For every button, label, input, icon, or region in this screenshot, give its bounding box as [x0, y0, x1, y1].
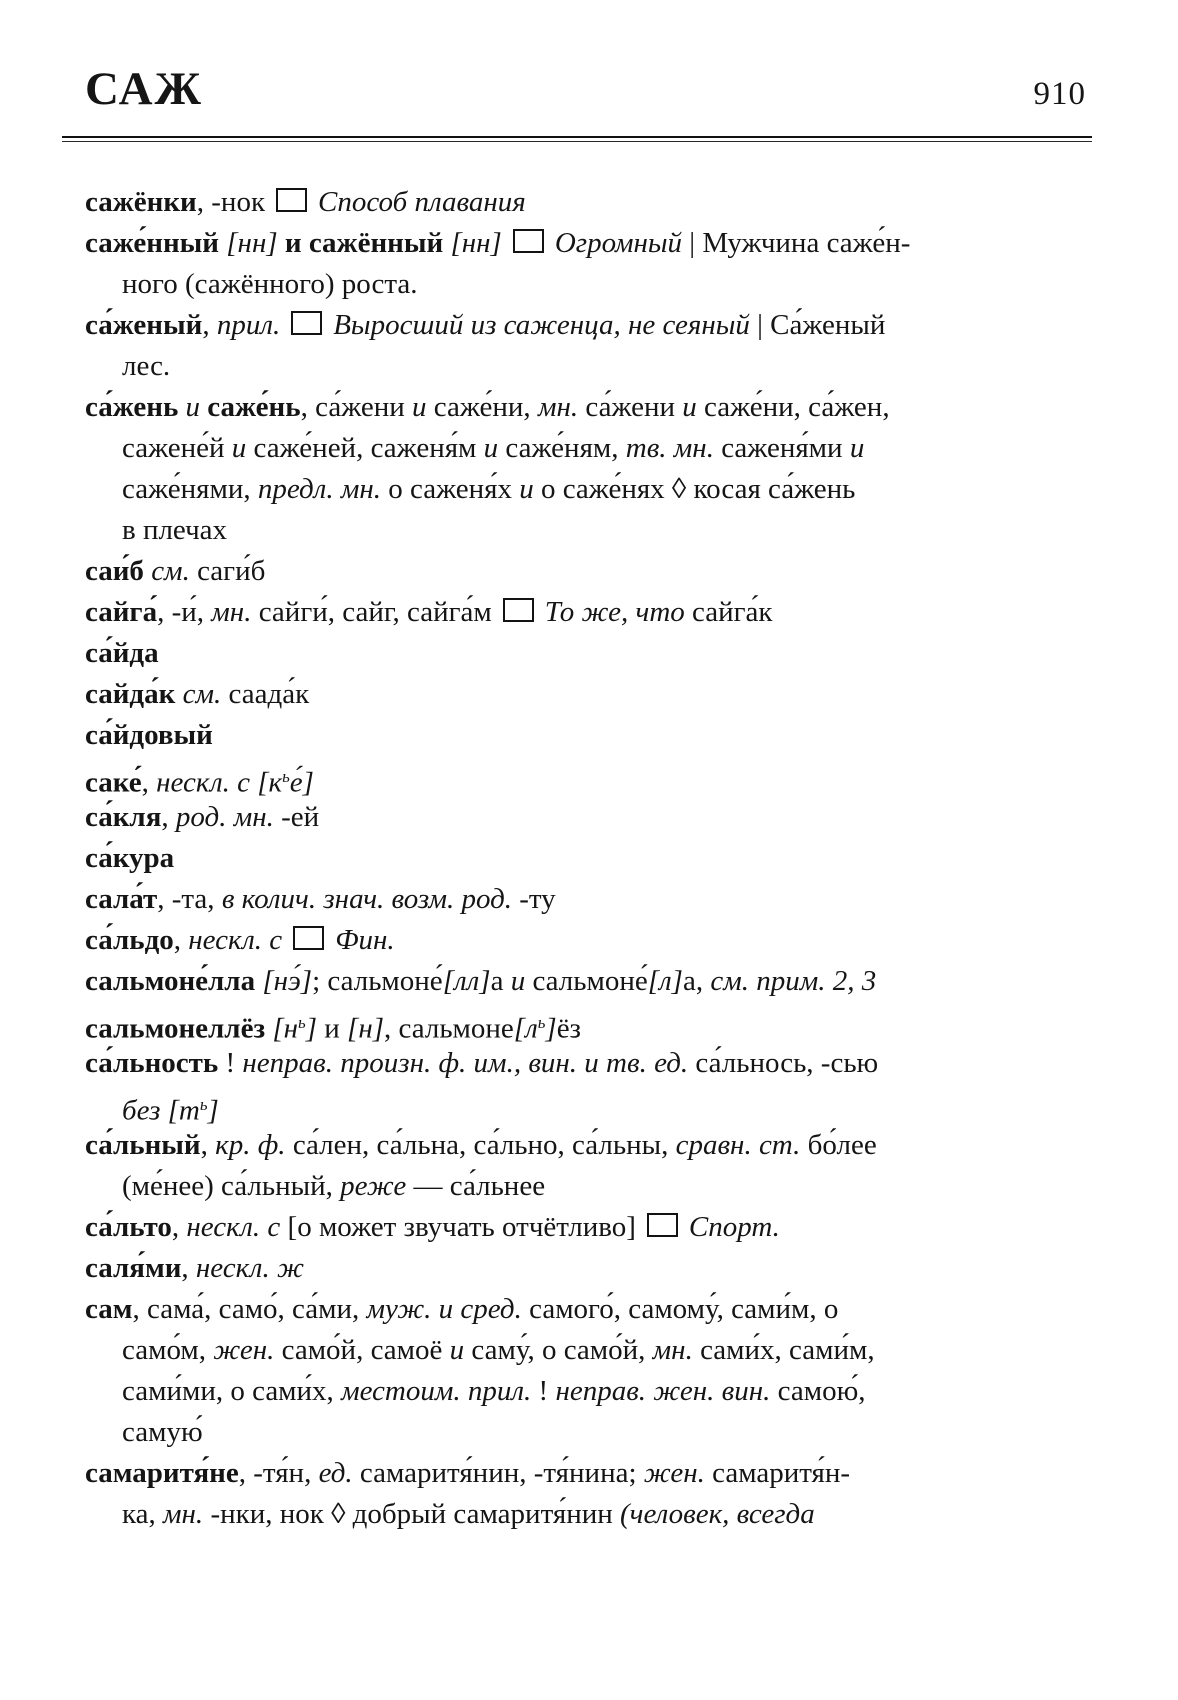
text-run: тв. мн.	[625, 432, 714, 464]
text-run: [нн]	[450, 227, 502, 259]
text-run: Спорт.	[688, 1211, 780, 1243]
text-run: [л	[513, 1012, 538, 1045]
text-run: см.	[151, 555, 190, 587]
entry-line	[85, 879, 1035, 920]
text-run: саада́к	[221, 678, 310, 710]
headword: са́йдовый	[85, 719, 213, 751]
text-run: , -та,	[157, 883, 222, 915]
text-run: мн.	[537, 391, 579, 423]
text-run: саже́ни,	[426, 391, 538, 423]
text-run: -нки, нок ◊ добрый самаритя́нин	[203, 1498, 621, 1530]
headword: са́женый	[85, 309, 203, 341]
text-run: ,	[171, 1211, 187, 1243]
text-run: , -нок	[196, 186, 266, 218]
text-run: Фин.	[335, 924, 395, 956]
text-run: [нн]	[226, 227, 278, 259]
text-run: , сальмоне	[384, 1012, 514, 1045]
dictionary-entry	[85, 551, 1035, 592]
text-run: и	[483, 432, 499, 464]
text-run: и	[231, 432, 247, 464]
text-run: (ме́нее) са́льный,	[122, 1170, 341, 1202]
entry-line	[85, 838, 1035, 879]
definition-square-icon	[291, 311, 322, 335]
entry-line	[85, 387, 1035, 428]
text-run: -ту	[511, 883, 556, 915]
headword: сайга́	[85, 596, 158, 628]
text-run: сальмоне́	[525, 965, 648, 997]
text-run: мн.	[652, 1334, 693, 1366]
text-run: кр. ф.	[215, 1129, 286, 1161]
text-run: ь	[537, 1013, 546, 1032]
text-run: самого́, самому́, сами́м, о	[521, 1293, 839, 1325]
text-run: см. прим. 2, 3	[710, 965, 877, 997]
entry-line	[85, 1084, 1035, 1125]
dictionary-entry	[85, 961, 1035, 1002]
headword: са́жень	[85, 391, 179, 423]
text-run: са́льнось, -сью	[688, 1047, 879, 1079]
text-run: ка,	[122, 1498, 164, 1530]
text-run: ,	[161, 801, 176, 833]
text-run: муж. и сред.	[366, 1293, 522, 1325]
text-run: в плечах	[122, 514, 228, 546]
entry-line	[85, 1248, 1035, 1289]
header-rule	[62, 136, 1092, 142]
entry-line	[85, 1289, 1035, 1330]
entry-line	[85, 756, 1035, 797]
entry-line	[85, 1371, 1035, 1412]
text-run: реже	[340, 1170, 407, 1202]
text-run: неправ. произн. ф. им., вин. и тв. ед.	[242, 1047, 689, 1079]
text-run: ,	[200, 1129, 216, 1161]
entry-line	[85, 1494, 1035, 1535]
text-run: в колич. знач. возм. род.	[221, 883, 512, 915]
entry-line	[85, 715, 1035, 756]
text-run: нескл. с	[156, 766, 251, 799]
entry-line	[85, 1207, 1035, 1248]
text-run: о саженя́х	[380, 473, 520, 505]
guide-word: САЖ	[85, 63, 204, 115]
text-run: | Са́женый	[749, 309, 886, 341]
text-run: [лл]	[442, 965, 491, 997]
text-run: ь	[199, 1095, 208, 1114]
text-run: мн.	[211, 596, 252, 628]
text-run: само́м,	[122, 1334, 214, 1366]
text-run: и	[412, 391, 427, 423]
headword: сальмоне́лла	[85, 965, 256, 997]
headword: саля́ми	[85, 1252, 182, 1284]
dictionary-entry	[85, 920, 1035, 961]
text-run: саже́ни, са́жен,	[696, 391, 890, 423]
dictionary-entry	[85, 838, 1035, 879]
text-run: саже́нь	[207, 391, 301, 423]
text-run: Огромный	[554, 227, 683, 259]
text-run	[175, 678, 182, 710]
dictionary-entry	[85, 756, 1035, 797]
text-run: сравн. ст.	[675, 1129, 801, 1161]
text-run: — са́льнее	[406, 1170, 546, 1202]
headword: саке́	[85, 766, 142, 799]
dictionary-entry	[85, 1453, 1035, 1535]
text-run: ]	[305, 1012, 317, 1045]
text-run: см.	[182, 678, 222, 710]
text-run: саже́нями,	[122, 473, 258, 505]
definition-square-icon	[293, 926, 324, 950]
text-run: ]	[207, 1094, 219, 1127]
text-run: саги́б	[189, 555, 266, 587]
entry-line	[85, 1002, 1035, 1043]
text-run: нескл. ж	[195, 1252, 304, 1284]
headword: са́кура	[85, 842, 175, 874]
dictionary-entry	[85, 592, 1035, 633]
text-run: и	[682, 391, 697, 423]
text-run: , са́жени	[300, 391, 413, 423]
dictionary-entry	[85, 879, 1035, 920]
dictionary-entry	[85, 1289, 1035, 1453]
text-run: ь	[298, 1013, 306, 1032]
entry-line	[85, 1166, 1035, 1207]
text-run: предл. мн.	[257, 473, 381, 505]
text-run: жен.	[643, 1457, 705, 1489]
entry-line	[85, 920, 1035, 961]
text-run: ,	[202, 309, 217, 341]
entry-line	[85, 264, 1035, 305]
text-run: ,	[181, 1252, 196, 1284]
text-run: саже́ням,	[498, 432, 626, 464]
text-run: , -и́,	[157, 596, 212, 628]
text-run: [нэ́]	[262, 965, 313, 997]
text-run: [о может звучать отчётливо]	[280, 1211, 636, 1243]
text-run: бо́лее	[800, 1129, 877, 1161]
text-run: са́лен, са́льна, са́льно, са́льны,	[285, 1129, 676, 1161]
entry-line	[85, 510, 1035, 551]
dictionary-entry	[85, 674, 1035, 715]
text-run: е́]	[289, 766, 314, 799]
text-run: самою́,	[770, 1375, 866, 1407]
text-run: !	[531, 1375, 556, 1407]
headword: са́льдо	[85, 924, 174, 956]
text-run: ед.	[318, 1457, 353, 1489]
text-run: а	[490, 965, 511, 997]
text-run: самаритя́нин, -тя́нина;	[352, 1457, 644, 1489]
entry-line	[85, 1412, 1035, 1453]
dictionary-entry	[85, 182, 1035, 223]
headword: са́льто	[85, 1211, 172, 1243]
text-run: прил.	[216, 309, 281, 341]
text-run: ]	[545, 1012, 557, 1045]
text-run: саженя́ми	[713, 432, 850, 464]
dictionary-entry	[85, 1002, 1035, 1043]
text-run: , сама́, само́, са́ми,	[132, 1293, 367, 1325]
entry-line	[85, 182, 1035, 223]
text-run: и сажённый	[277, 227, 451, 259]
dictionary-entry	[85, 1043, 1035, 1125]
text-run: местоим. прил.	[341, 1375, 532, 1407]
definition-square-icon	[503, 598, 534, 622]
entry-line	[85, 305, 1035, 346]
entry-line	[85, 1453, 1035, 1494]
text-run: (человек, всегда	[620, 1498, 815, 1530]
text-run: и	[178, 391, 208, 423]
dictionary-entry	[85, 1125, 1035, 1207]
page-header	[85, 63, 1086, 115]
text-run: ёз	[556, 1012, 582, 1045]
text-run: сажене́й	[122, 432, 232, 464]
headword: самаритя́не	[85, 1457, 239, 1489]
text-run: ,	[141, 766, 157, 799]
text-run: ; сальмоне́	[312, 965, 443, 997]
headword: сам	[85, 1293, 133, 1325]
dictionary-entry	[85, 633, 1035, 674]
text-run: нескл. с	[188, 924, 283, 956]
headword: сала́т	[85, 883, 158, 915]
entry-line	[85, 223, 1035, 264]
definition-square-icon	[276, 188, 307, 212]
definition-square-icon	[513, 229, 544, 253]
entry-line	[85, 674, 1035, 715]
text-run: само́й, самоё	[274, 1334, 450, 1366]
text-run: нескл. с	[186, 1211, 281, 1243]
text-run: и	[449, 1334, 465, 1366]
text-run: лес.	[122, 350, 171, 382]
text-run: самаритя́н-	[704, 1457, 851, 1489]
entry-line	[85, 346, 1035, 387]
entry-line	[85, 551, 1035, 592]
headword: сайда́к	[85, 678, 176, 710]
text-run: Выросший из саженца, не сеяный	[333, 309, 750, 341]
text-run: без [т	[122, 1094, 200, 1127]
text-run: мн.	[163, 1498, 204, 1530]
text-run: ,	[173, 924, 189, 956]
entry-line	[85, 797, 1035, 838]
text-run: и	[510, 965, 526, 997]
entry-line	[85, 1330, 1035, 1371]
text-run: а,	[682, 965, 711, 997]
text-run: и	[849, 432, 865, 464]
dictionary-entry	[85, 1207, 1035, 1248]
text-run: Способ плавания	[318, 186, 526, 218]
headword: саже́нный	[85, 227, 227, 259]
text-run: сайги́, сайг, сайга́м	[251, 596, 492, 628]
dictionary-entry	[85, 387, 1035, 551]
text-run: сами́х, сами́м,	[692, 1334, 875, 1366]
headword: са́льный	[85, 1129, 201, 1161]
entry-line	[85, 469, 1035, 510]
dictionary-entry	[85, 1248, 1035, 1289]
dictionary-entry	[85, 715, 1035, 756]
dictionary-entry	[85, 305, 1035, 387]
text-run: [л]	[647, 965, 683, 997]
entries-list	[85, 182, 1035, 1535]
headword: са́льность	[85, 1047, 219, 1079]
text-run: , -тя́н,	[238, 1457, 319, 1489]
dictionary-entry	[85, 223, 1035, 305]
text-run: и	[519, 473, 534, 505]
headword: сальмонеллёз	[85, 1012, 266, 1045]
entry-line	[85, 428, 1035, 469]
headword: са́кля	[85, 801, 162, 833]
text-run: ного (сажённого) роста.	[122, 268, 418, 300]
text-run: са́жени	[578, 391, 683, 423]
text-run: жен.	[213, 1334, 275, 1366]
text-run: сайга́к	[684, 596, 773, 628]
page-number: 910	[1033, 76, 1086, 112]
text-run: [к	[257, 766, 283, 799]
text-run: -ей	[273, 801, 320, 833]
dictionary-entry	[85, 797, 1035, 838]
text-run: саже́ней, саженя́м	[246, 432, 484, 464]
text-run: и	[317, 1012, 348, 1045]
text-run: То же, что	[544, 596, 685, 628]
entry-line	[85, 1125, 1035, 1166]
entry-line	[85, 1043, 1035, 1084]
text-run: неправ. жен. вин.	[555, 1375, 771, 1407]
text-run: [н]	[347, 1012, 384, 1045]
text-run: !	[218, 1047, 243, 1079]
text-run: сами́ми, о сами́х,	[122, 1375, 342, 1407]
headword: саи́б	[85, 555, 144, 587]
text-run: [н	[272, 1012, 299, 1045]
text-run: самую́	[122, 1416, 203, 1448]
text-run: | Мужчина саже́н-	[682, 227, 911, 259]
entry-line	[85, 633, 1035, 674]
entry-line	[85, 592, 1035, 633]
text-run: саму́, о само́й,	[464, 1334, 653, 1366]
text-run: род. мн.	[175, 801, 274, 833]
text-run: о саже́нях ◊ косая са́жень	[533, 473, 856, 505]
headword: сажёнки	[85, 186, 197, 218]
text-run: ь	[282, 767, 290, 786]
headword: са́йда	[85, 637, 159, 669]
entry-line	[85, 961, 1035, 1002]
definition-square-icon	[647, 1213, 678, 1237]
